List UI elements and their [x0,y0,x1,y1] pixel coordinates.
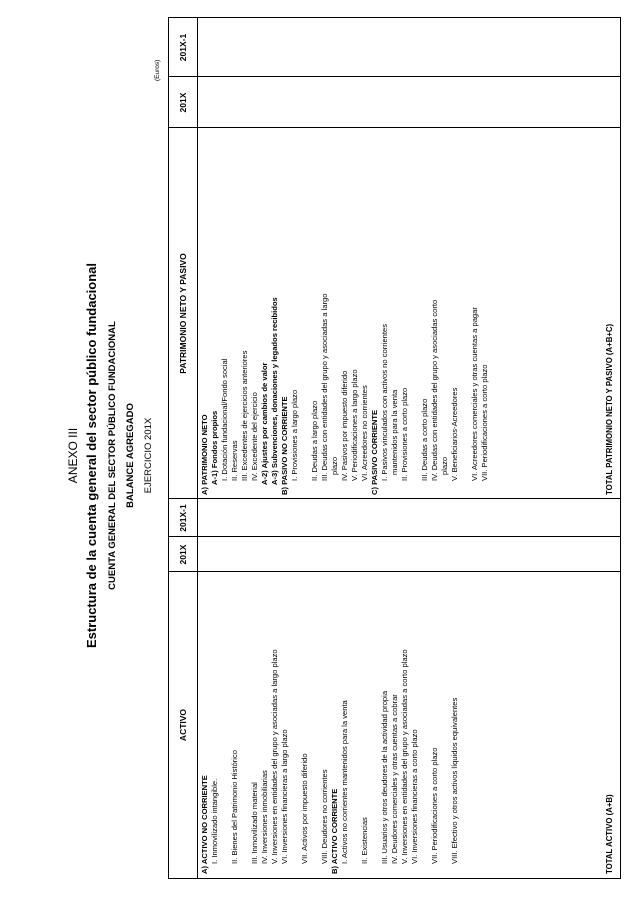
table-row: VII. Activos por impuesto diferido [300,753,309,864]
table-row: VI. Inversiones financieras a corto plazo [410,729,419,864]
table-row: I. Provisiones a largo plazo [290,389,299,481]
table-row: VII. Periodificaciones a corto plazo [480,364,489,481]
table-row: IV. Deudores comerciales y otras cuentas a cobrar [390,694,399,864]
column-divider [169,127,620,128]
table-row: C) PASIVO CORRIENTE [370,409,379,495]
table-row [310,574,320,874]
table-row: A-3) Subvenciones, donaciones y legados recibidos [270,297,279,485]
total-patrimonio-row: TOTAL PATRIMONIO NETO Y PASIVO (A+B+C) [605,323,614,495]
table-row: II. Provisiones a corto plazo [400,387,409,481]
table-row: I. Inmovilizado intangible. [210,778,219,864]
table-row: B) ACTIVO CORRIENTE [330,788,339,874]
table-row [460,130,470,495]
table-row: III. Excedentes de ejercicios anteriores [240,350,249,481]
table-row: V. Inversiones en entidades del grupo y asociadas a largo plazo [270,649,279,864]
table-row: V. Periodificaciones a largo plazo [350,369,359,481]
table-row: VI. Inversiones financieras a largo plazo [280,729,289,864]
table-row: VIII. Deudores no corrientes [320,769,329,864]
table-row [290,574,300,874]
table-row: IV. Deudas con entidades del grupo y asociadas corto [430,299,439,481]
units-label: (Euros) [154,59,161,81]
table-row: plazo [440,456,449,475]
table-row: III. Deudas a corto plazo [420,398,429,481]
table-row: IV. Excedente del ejercicio [250,392,259,481]
fiscal-year-label: EJERCICIO 201X [143,417,154,494]
table-row: A-2) Ajustes por cambios de valor [260,362,269,485]
table-row: VII. Periodificaciones a corto plazo [430,747,439,864]
year-column-header: 201X [178,92,188,113]
prev-year-column-header: 201X-1 [178,33,188,62]
patrimonio-rows [200,130,490,495]
table-row: III. Deudas con entidades del grupo y asociadas a largo [320,293,329,481]
table-row: V. Beneficiarios-Acreedores [450,387,459,481]
table-row: A-1) Fondos propios [210,410,219,485]
table-row: VI. Acreedores comerciales y otras cuentas a pagar [470,307,479,481]
table-row: I. Dotación fundacional/Fondo social [220,358,229,481]
column-divider [169,498,620,499]
column-divider [169,76,620,77]
table-row [370,574,380,874]
year-column-header: 201X [178,544,188,565]
table-row [420,574,430,874]
table-row [220,574,230,874]
table-row: II. Existencias [360,817,369,864]
column-divider [169,571,620,572]
table-row: IV. Pasivos por impuesto diferido [340,370,349,481]
table-row: I. Activos no corrientes mantenidos para la venta [340,700,349,864]
prev-year-column-header: 201X-1 [178,504,188,532]
total-activo-row: TOTAL ACTIVO (A+B) [605,794,614,874]
table-row: II. Reservas [230,440,239,481]
header-divider [197,18,198,878]
account-title: CUENTA GENERAL DEL SECTOR PÚBLICO FUNDACIONAL [107,321,118,590]
table-row: II. Bienes del Patrimonio Histórico [230,750,239,864]
table-row: A) PATRIMONIO NETO [200,414,209,495]
table-row: II. Deudas a largo plazo [310,400,319,481]
table-row [300,130,310,495]
table-row: VIII. Efectivo y otros activos líquidos equivalentes [450,697,459,864]
activo-column-header: ACTIVO [178,708,188,742]
table-row: III. Inmovilizado material [250,782,259,864]
table-row: V. Inversiones en entidades del grupo y asociadas a corto plazo [400,649,409,864]
table-row: mantenidos para la venta [390,389,399,475]
table-row: A) ACTIVO NO CORRIENTE [200,775,209,874]
annex-label: ANEXO III [66,427,80,484]
patrimonio-column-header: PATRIMONIO NETO Y PASIVO [178,253,188,374]
table-row: III. Usuarios y otros deudores de la actividad propia [380,690,389,864]
table-row [350,574,360,874]
structure-title: Estructura de la cuenta general del sector público fundacional [84,262,99,649]
table-row [440,574,450,874]
table-row: VI. Acreedores no corrientes [360,385,369,481]
column-divider [169,536,620,537]
balance-table [168,17,621,879]
table-row: IV. Inversiones inmobiliarias [260,770,269,864]
table-row [240,574,250,874]
table-row: I. Pasivos vinculados con activos no corrientes [380,323,389,481]
table-row: plazo [330,456,339,475]
activo-rows [200,574,460,874]
table-row: B) PASIVO NO CORRIENTE [280,396,289,495]
balance-title: BALANCE AGREGADO [125,403,136,508]
table-row [410,130,420,495]
